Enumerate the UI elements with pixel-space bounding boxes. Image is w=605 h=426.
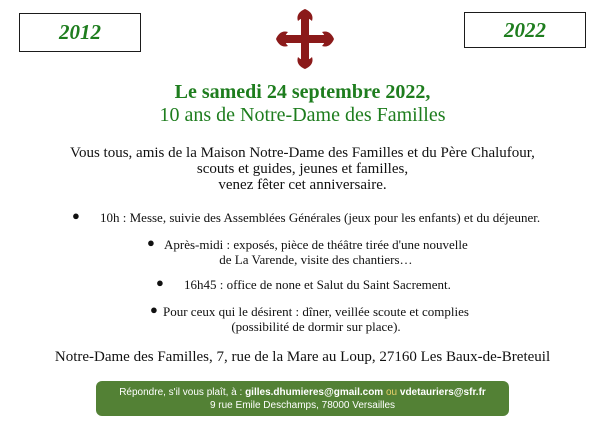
program-item-office	[184, 277, 451, 292]
title-date: Le samedi 24 septembre 2022,	[174, 81, 431, 103]
invitation-text	[0, 145, 605, 193]
program-line: Pour ceux qui le désirent : dîner, veillée scoute et complies	[163, 304, 469, 319]
year-box-right	[464, 12, 586, 48]
bullet-icon: ●	[150, 302, 158, 317]
bullet-icon: ●	[156, 275, 164, 290]
program-line: de La Varende, visite des chantiers…	[219, 252, 413, 267]
program-line: (possibilité de dormir sur place).	[231, 319, 401, 334]
reply-prefix: Répondre, s'il vous plaît, à :	[119, 386, 246, 398]
reply-email-secondary[interactable]: vdetauriers@sfr.fr	[399, 386, 486, 398]
occitan-cross-icon	[276, 9, 334, 69]
reply-banner	[96, 381, 509, 416]
invitation-line: Vous tous, amis de la Maison Notre-Dame des Familles et du Père Chalufour,	[70, 145, 535, 161]
bullet-icon: ●	[72, 208, 80, 223]
year-right-text: 2022	[504, 17, 546, 42]
program-item-afternoon	[164, 237, 468, 267]
program-line: Après-midi : exposés, pièce de théâtre tirée d'une nouvelle	[164, 237, 468, 252]
reply-or: ou	[383, 386, 400, 398]
program-item-morning	[100, 210, 540, 225]
year-box-left	[19, 13, 141, 52]
year-left-text: 2012	[59, 20, 101, 44]
reply-email-primary[interactable]: gilles.dhumieres@gmail.com	[245, 386, 384, 398]
title-anniversary: 10 ans de Notre-Dame des Familles	[159, 104, 446, 126]
program-line: 10h : Messe, suivie des Assemblées Générales (jeux pour les enfants) et du déjeuner.	[100, 210, 541, 225]
reply-line	[96, 386, 509, 399]
bullet-icon: ●	[147, 235, 155, 250]
program-item-evening	[163, 304, 469, 334]
invitation-line: venez fêter cet anniversaire.	[218, 177, 387, 193]
event-address: Notre-Dame des Familles, 7, rue de la Mare au Loup, 27160 Les Baux-de-Breteuil	[54, 349, 551, 365]
program-line: 16h45 : office de none et Salut du Saint Sacrement.	[184, 277, 451, 292]
reply-postal-address: 9 rue Emile Deschamps, 78000 Versailles	[209, 399, 396, 411]
invitation-line: scouts et guides, jeunes et familles,	[196, 161, 409, 177]
